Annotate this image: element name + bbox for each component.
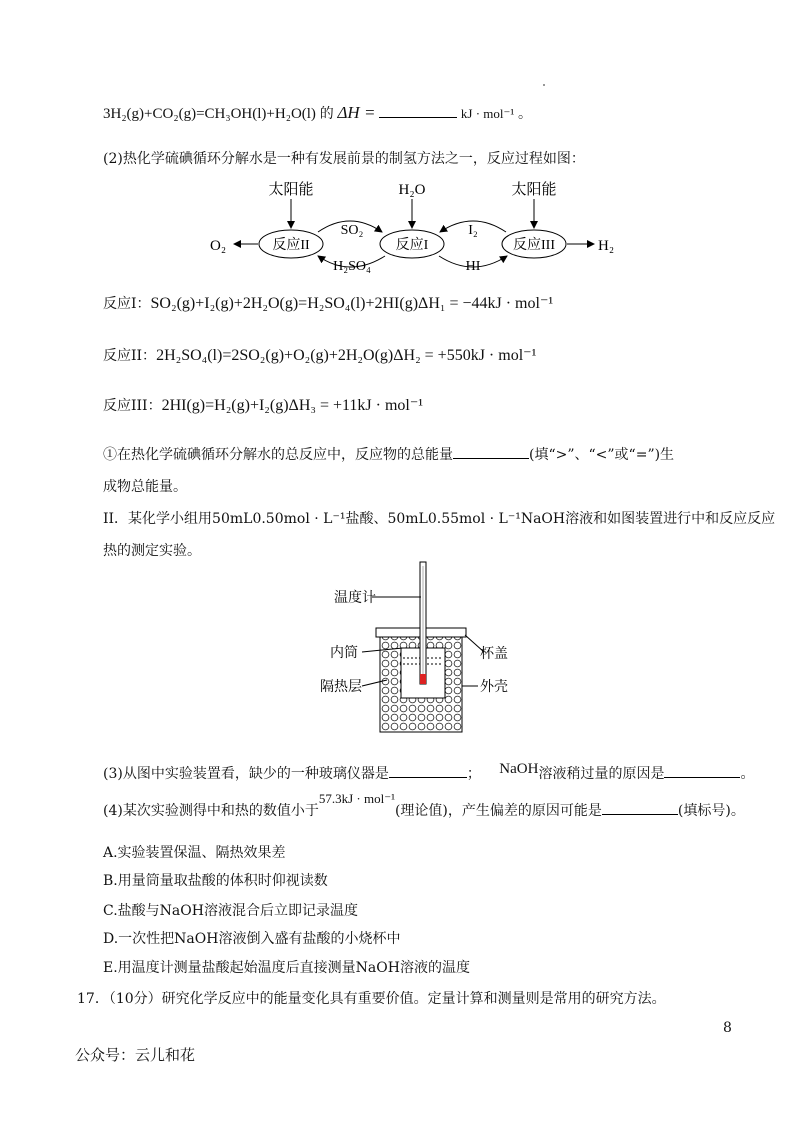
naoh-formula: NaOH — [499, 761, 539, 777]
sulfur-iodine-cycle-diagram — [200, 174, 630, 279]
shell-label: 外壳 — [480, 680, 508, 695]
question-circle-1 — [103, 444, 674, 464]
equation-line-1 — [103, 103, 532, 123]
part-2-intro: II．某化学小组用50mL0.50mol · L⁻¹盐酸、50mL0.55mol · L⁻¹NaOH溶液和如图装置进行中和反应反应 — [103, 511, 776, 527]
answer-blank[interactable] — [379, 117, 457, 118]
hydrogen-label: H₂ — [598, 238, 615, 254]
solar-energy-right-label: 太阳能 — [511, 182, 557, 198]
inner-cup-label: 内筒 — [330, 646, 358, 661]
question-17: 17．（10分）研究化学反应中的能量变化具有重要价值。定量计算和测量则是常用的研究方法。 — [77, 991, 666, 1007]
so2-label: SO₂ — [340, 223, 364, 238]
question-4 — [103, 791, 745, 820]
question-circle-1-continued: 成物总能量。 — [103, 479, 187, 495]
option-c[interactable]: C.盐酸与NaOH溶液混合后立即记录温度 — [103, 903, 358, 919]
question-text: 溶液稍过量的原因是 — [538, 766, 665, 782]
reaction-3-label: 反应III — [513, 238, 555, 253]
insulation-label: 隔热层 — [320, 680, 362, 695]
calorimeter-diagram — [300, 560, 530, 740]
lid-label: 杯盖 — [480, 647, 508, 662]
option-b[interactable]: B.用量筒量取盐酸的体积时仰视读数 — [103, 873, 328, 889]
reaction-2-prefix: 反应II： — [103, 348, 157, 364]
question-text: ①在热化学硫碘循环分解水的总反应中，反应物的总能量 — [103, 447, 453, 463]
question-3 — [103, 763, 754, 783]
question-text: (填标号)。 — [677, 803, 745, 819]
reaction-3-line — [103, 395, 423, 415]
water-label: H₂O — [398, 182, 426, 198]
oxygen-label: O₂ — [210, 238, 227, 254]
hi-label: HI — [465, 259, 481, 274]
reaction-1-label: 反应I — [395, 238, 429, 253]
footer-account-note: 公众号：云儿和花 — [75, 1046, 196, 1064]
option-d[interactable]: D.一次性把NaOH溶液倒入盛有盐酸的小烧杯中 — [103, 931, 401, 947]
equation-text: 3H₂(g)+CO₂(g)=CH₃OH(l)+H₂O(l) — [103, 106, 316, 122]
unit-text: kJ · mol⁻¹ — [460, 106, 515, 121]
reaction-3-prefix: 反应III： — [103, 398, 162, 414]
answer-blank[interactable] — [602, 814, 678, 815]
question-text: 。 — [740, 766, 755, 782]
connector-text: 的 — [319, 107, 334, 122]
h2so4-label: H₂SO₄ — [333, 259, 371, 274]
question-text: (理论值)，产生偏差的原因可能是 — [394, 803, 602, 819]
period-text: 。 — [518, 107, 533, 122]
reaction-3-equation: 2HI(g)=H₂(g)+I₂(g)ΔH₃ = +11kJ · mol⁻¹ — [161, 397, 424, 414]
question-text: ； — [466, 766, 481, 782]
reaction-1-equation: SO₂(g)+I₂(g)+2H₂O(g)=H₂SO₄(l)+2HI(g)ΔH₁ = −44kJ · mol⁻¹ — [150, 295, 554, 312]
reaction-2-label: 反应II — [272, 238, 310, 253]
answer-blank-2[interactable] — [664, 777, 740, 778]
option-e[interactable]: E.用温度计测量盐酸起始温度后直接测量NaOH溶液的温度 — [103, 960, 470, 976]
i2-label: I₂ — [468, 223, 478, 238]
option-a[interactable]: A.实验装置保温、隔热效果差 — [103, 845, 286, 861]
thermometer-label: 温度计 — [334, 591, 376, 606]
thermometer-bulb — [420, 674, 426, 684]
reaction-2-line — [103, 345, 536, 365]
solar-energy-left-label: 太阳能 — [268, 182, 314, 198]
reaction-1-prefix: 反应I： — [103, 296, 151, 312]
page-number: 8 — [723, 1020, 732, 1036]
theoretical-value: 57.3kJ · mol⁻¹ — [318, 791, 395, 806]
scan-dot — [543, 84, 545, 86]
answer-blank[interactable] — [453, 458, 529, 459]
delta-h-label: ΔH = — [337, 103, 376, 122]
part-2-intro-continued: 热的测定实验。 — [103, 543, 201, 559]
question-text: (3)从图中实验装置看，缺少的一种玻璃仪器是 — [103, 766, 389, 782]
question-text: (4)某次实验测得中和热的数值小于 — [103, 803, 319, 819]
answer-blank-1[interactable] — [389, 777, 467, 778]
question-text: (填“>”、“<”或“=”)生 — [529, 447, 675, 463]
question-2-intro: (2)热化学硫碘循环分解水是一种有发展前景的制氢方法之一，反应过程如图： — [103, 151, 585, 167]
reaction-2-equation: 2H₂SO₄(l)=2SO₂(g)+O₂(g)+2H₂O(g)ΔH₂ = +550kJ · mol⁻¹ — [156, 347, 537, 364]
reaction-1-line — [103, 293, 553, 313]
